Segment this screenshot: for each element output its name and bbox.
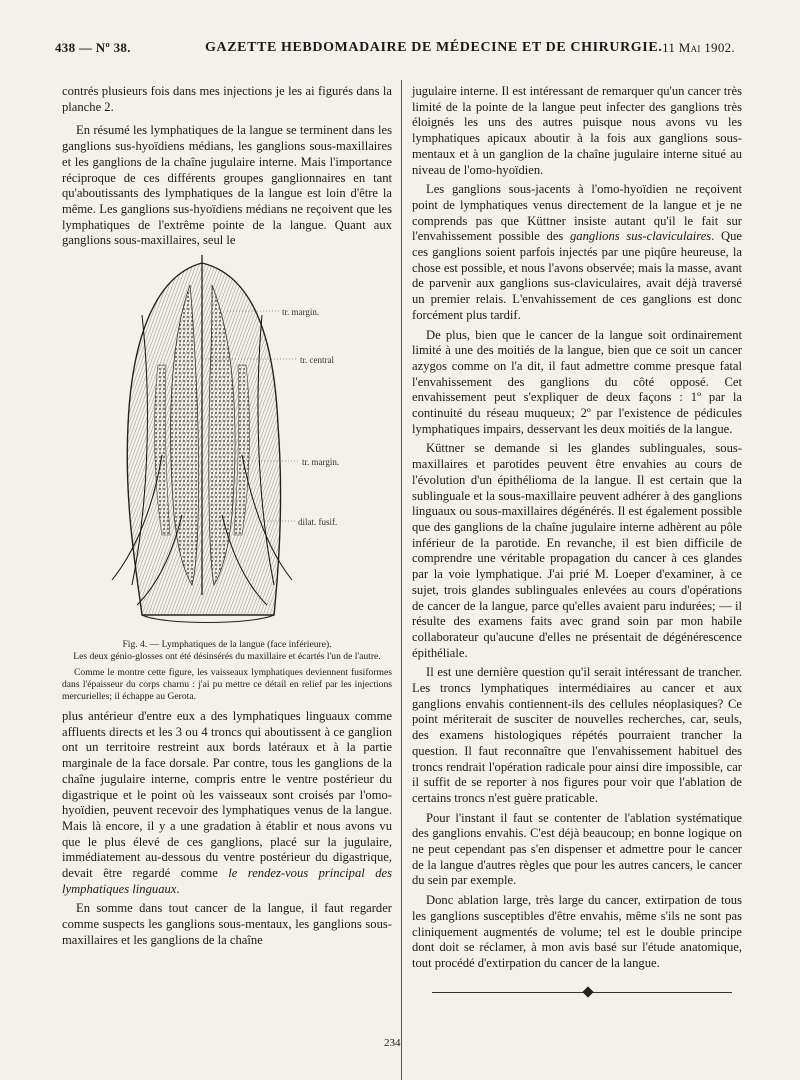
- caption-subtitle: Les deux génio-glosses ont été désinsérés du maxillaire et écartés l'un de l'autre.: [73, 651, 381, 663]
- page-number-issue: 438 — Nº 38.: [55, 40, 131, 55]
- italic-phrase: ganglions sus-claviculaires: [569, 229, 712, 244]
- paragraph: Donc ablation large, très large du cancer, extirpation de tous les ganglions susceptibles d'être envahis, même s'ils ne sont pas cliniquement augmentés de volume; tel est le double principe dont doit se réclamer, à mon avis basé sur l'étude anatomique, tout procédé d'extirpation du cancer de la langue.: [412, 893, 742, 970]
- column-divider: [401, 80, 402, 1080]
- paragraph: En résumé les lymphatiques de la langue se terminent dans les ganglions sus-hyoïdiens médians, les ganglions sous-maxillaires et les ganglions de la chaîne jugulaire interne. Mais l'importance réciproque de ces différents groupes ganglionnaires en tant qu'aboutissants des lymphatiques de la langue est loin d'être la même. Les ganglions sus-hyoïdiens médians ne reçoivent que les lymphatiques de l'extrême pointe de la langue. Quant aux ganglions sous-maxillaires, seul le: [62, 123, 392, 248]
- paragraph: En somme dans tout cancer de la langue, il faut regarder comme suspects les ganglions sous-mentaux, les ganglions sous-maxillaires et les ganglions de la chaîne: [62, 901, 392, 947]
- figure-label-tr-central: tr. central: [300, 355, 334, 366]
- figure-label-tr-margin-top: tr. margin.: [282, 307, 320, 318]
- paragraph: Pour l'instant il faut se contenter de l'ablation systématique des ganglions envahis. C'est déjà beaucoup; en bonne logique on ne peut cependant pas s'en dispenser et admettre pour le cancer de la langue d'autres règles que pour les autres cancers, le cancer du sein par exemple.: [412, 810, 742, 888]
- end-ornament-rule: [412, 986, 742, 998]
- caption-note: Comme le montre cette figure, les vaisseaux lymphatiques deviennent fusiformes dans l'épaisseur du corps charnu : j'ai pu mettre ce détail en relief par les injections mercurielles; il échappe au Gerota.: [62, 667, 392, 703]
- paragraph: plus antérieur d'entre eux a des lymphatiques linguaux comme affluents directs et les 3 ou 4 troncs qui aboutissent à ce ganglion ont un territoire restreint aux bords latéraux et à la partie marginale de la face dorsale. Par contre, tous les ganglions de la chaîne jugulaire interne, compris entre le ventre postérieur du digastrique et le point où les vaisseaux sont croisés par l'omo-hyoïdien, peuvent recevoir des lymphatiques venus de la langue. Mais là encore, il y a une gradation à établir et nous avons vu que le plus élevé de ces ganglions, placé sur la jugulaire, immédiatement au-dessous du ventre postérieur du digastrique, devait être regardé comme le rendez-vous principal des lymphatiques linguaux.: [62, 709, 392, 896]
- diamond-ornament: [582, 986, 593, 997]
- paragraph: Küttner se demande si les glandes sublinguales, sous-maxillaires et parotides peuvent être envahies au cours de l'évolution d'un épithélioma de la langue. Il est certain que la sublinguale et la sous-maxillaire peuvent adhérer à des ganglions linguaux ou sous-maxillaires dégénérés. Il est également possible que des ganglions de la chaîne jugulaire interne adhèrent au pôle inférieur de la parotide. En revanche, il est bien difficile de comprendre une véritable propagation du cancer à ces glandes par la voie lymphatique. J'ai prié M. Loeper d'examiner, à ce sujet, trois glandes sublinguales enlevées au cours d'opérations de cancer de la langue, parce qu'elles avaient paru indurées; — il résulte des examens faits avec grand soin par mon habile collaborateur qu'aucune d'elles ne présentait de dégénérescence épithéliale.: [412, 441, 742, 660]
- paragraph: jugulaire interne. Il est intéressant de remarquer qu'un cancer très limité de la pointe de la langue peut infecter des ganglions très éloignés les uns des autres puisque nous avons vu les lymphatiques apicaux aboutir à la fois aux ganglions sous-mentaux et à un ganglion de la chaîne jugulaire interne situé au niveau de l'omo-hyoïdien.: [412, 84, 742, 177]
- left-column: [62, 84, 392, 953]
- figure-label-tr-margin-bottom: tr. margin.: [302, 457, 340, 468]
- caption-title: Fig. 4. — Lymphatiques de la langue (face inférieure).: [122, 639, 332, 651]
- italic-phrase: le rendez-vous principal des lymphatiques linguaux: [62, 866, 392, 896]
- journal-title: GAZETTE HEBDOMADAIRE DE MÉDECINE ET DE CHIRURGIE.: [205, 40, 663, 55]
- tongue-illustration: [62, 255, 392, 635]
- page-header: [55, 40, 735, 60]
- figure-caption: [62, 639, 392, 703]
- issue-date: 11 Mai 1902.: [662, 40, 735, 55]
- paragraph: contrés plusieurs fois dans mes injections je les ai figurés dans la planche 2.: [62, 84, 392, 114]
- paragraph: Il est une dernière question qu'il serait intéressant de trancher. Les troncs lymphatiques intermédiaires au cancer et aux ganglions envahis contiennent-ils des cellules néoplasiques? Ce point mériterait de susciter de nouvelles recherches, car, seuls, des examens histologiques répétés pourraient trancher la question. Il faut reconnaître que l'envahissement habituel des troncs rendrait l'opération radicale pour ainsi dire impossible, car il suffit de se reporter à nos figures pour voir que l'ablation de certains troncs n'est guère praticable.: [412, 665, 742, 805]
- right-column: [412, 84, 742, 998]
- figure-tongue-lymphatics: [62, 255, 392, 635]
- paragraph: Les ganglions sous-jacents à l'omo-hyoïdien ne reçoivent point de lymphatiques venus directement de la langue et je ne comprends pas que Küttner insiste autant qu'il le fait sur l'envahissement possible des ganglions sus-claviculaires. Que ces ganglions soient parfois injectés par une piqûre heureuse, la chose est possible, et nous l'avons observée; mais la masse, avant de parvenir aux ganglions sus-claviculaires, avait déjà traversé un premier relais. L'envahissement de ces ganglions est donc forcément plus tardif.: [412, 182, 742, 322]
- figure-label-dilat-fusif: dilat. fusif.: [298, 517, 338, 528]
- paragraph: De plus, bien que le cancer de la langue soit ordinairement limité à une des moitiés de la langue, bien que ce soit un cancer azygos comme on l'a dit, il faut admettre comme presque fatal l'envahissement des ganglions du côté opposé. Cet envahissement peut s'expliquer de deux façons : 1º par la continuité du réseau muqueux; 2º par l'existence de pédicules lymphatiques impairs, desservant les deux moitiés de la langue.: [412, 327, 742, 436]
- signature-mark: 234: [384, 1037, 401, 1049]
